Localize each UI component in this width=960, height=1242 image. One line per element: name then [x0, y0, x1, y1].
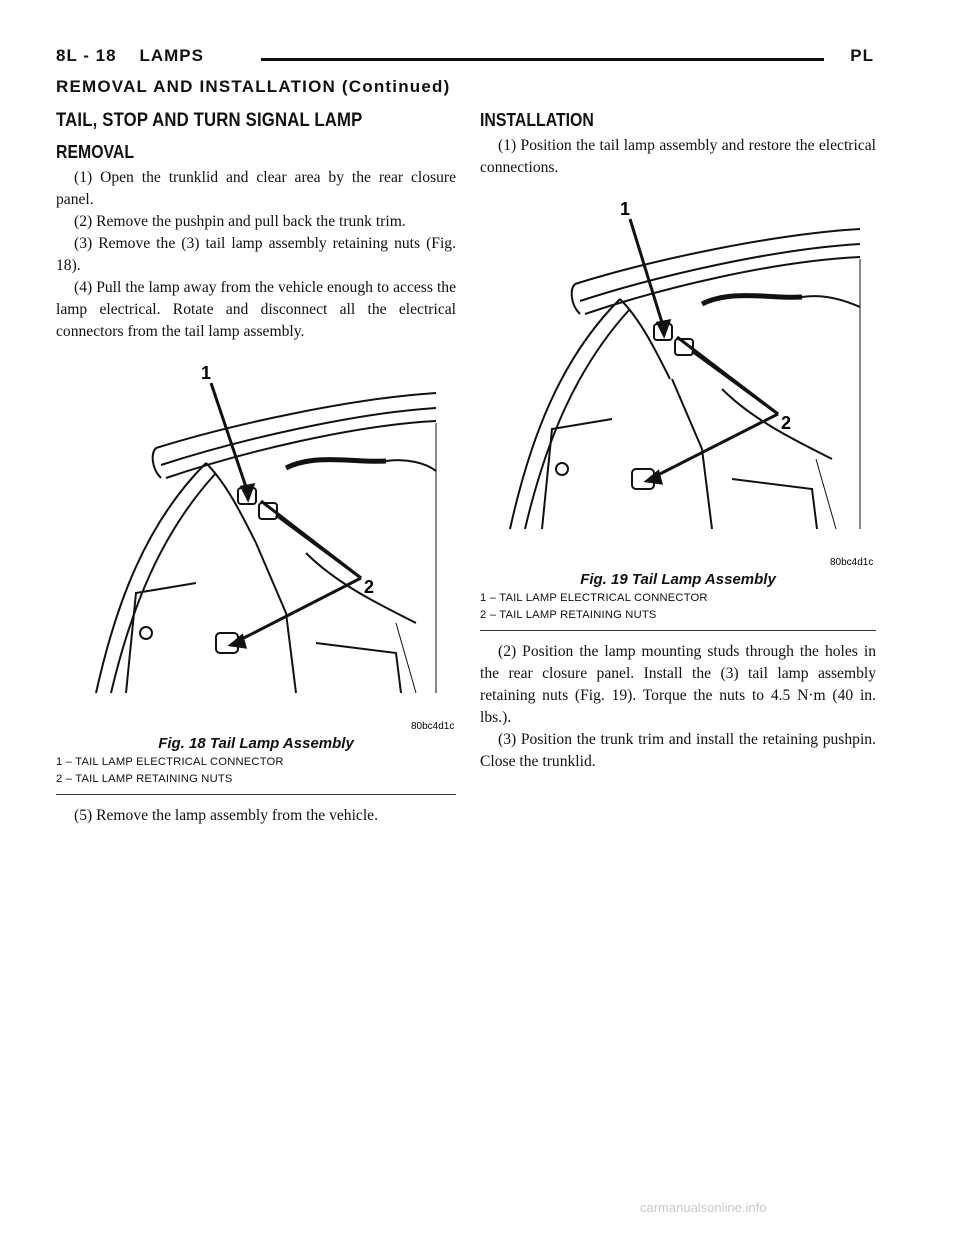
legend-item-2: 2 – TAIL LAMP RETAINING NUTS: [56, 773, 233, 785]
page-header: [56, 46, 874, 76]
figure-legend: [56, 754, 456, 788]
callout-2: 2: [781, 413, 792, 433]
callout-2: 2: [364, 577, 375, 597]
removal-step-4: (4) Pull the lamp away from the vehicle enough to access the lamp electrical. Rotate and disconnect all the electrical connectors from the tail lamp assembly.: [56, 279, 456, 340]
callout-1: 1: [201, 363, 212, 383]
figure-rule: [480, 630, 876, 631]
model-code: PL: [850, 46, 874, 65]
removal-step-1: (1) Open the trunklid and clear area by the rear closure panel.: [56, 169, 456, 208]
figure-18: [56, 353, 456, 795]
removal-heading: REMOVAL: [56, 142, 135, 162]
installation-step-3: (3) Position the trunk trim and install the retaining pushpin. Close the trunklid.: [480, 731, 876, 770]
figure-19: [480, 189, 876, 631]
watermark: carmanualsonline.info: [640, 1200, 767, 1215]
removal-step-5: (5) Remove the lamp assembly from the vehicle.: [74, 807, 378, 824]
page-number-section: 8L - 18 LAMPS: [56, 46, 204, 65]
left-column: [56, 110, 456, 827]
installation-step-1: (1) Position the tail lamp assembly and restore the electrical connections.: [480, 137, 876, 176]
continued-title: REMOVAL AND INSTALLATION (Continued): [56, 77, 451, 96]
figure-rule: [56, 794, 456, 795]
right-column: [480, 110, 876, 773]
section-title: TAIL, STOP AND TURN SIGNAL LAMP: [56, 110, 363, 131]
header-rule: [261, 58, 824, 61]
installation-step-2: (2) Position the lamp mounting studs through the holes in the rear closure panel. Install the (3) tail lamp assembly retaining nuts (Fig. 19). Torque the nuts to 4.5 N·m (40 in. lbs.).: [480, 643, 876, 726]
removal-step-3: (3) Remove the (3) tail lamp assembly retaining nuts (Fig. 18).: [56, 235, 456, 274]
removal-step-2: (2) Remove the pushpin and pull back the trunk trim.: [74, 213, 406, 230]
figure-code: 80bc4d1c: [830, 557, 874, 568]
legend-item-2: 2 – TAIL LAMP RETAINING NUTS: [480, 609, 657, 621]
figure-caption: Fig. 19 Tail Lamp Assembly: [580, 571, 776, 588]
callout-1: 1: [620, 199, 631, 219]
figure-caption: Fig. 18 Tail Lamp Assembly: [158, 735, 354, 752]
tail-lamp-illustration: [56, 353, 456, 733]
legend-item-1: 1 – TAIL LAMP ELECTRICAL CONNECTOR: [480, 592, 708, 604]
tail-lamp-illustration: [480, 189, 876, 569]
legend-item-1: 1 – TAIL LAMP ELECTRICAL CONNECTOR: [56, 756, 284, 768]
installation-heading: INSTALLATION: [480, 110, 594, 130]
figure-legend: [480, 590, 876, 624]
figure-code: 80bc4d1c: [411, 721, 455, 732]
